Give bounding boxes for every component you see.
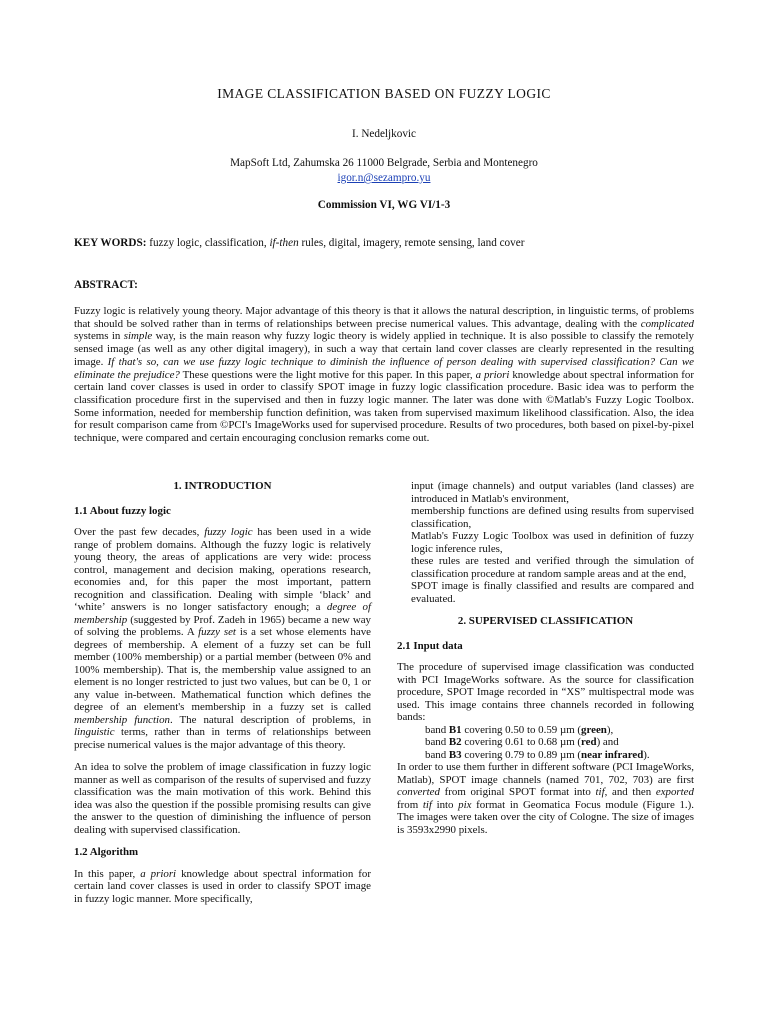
italic-term: tif [595, 786, 605, 798]
text-span: is a set whose elements have degrees of membership. A element of a fuzzy set can be full member (100% membership) or a partial member (between 0% and 100% membership). That is, the membership value assigned to an element is no longer restricted to just two values, but can be 0, 1 or any value in-between. Mathematical function which defines the degree of an element's membership in a fuzzy set is called [74, 626, 371, 713]
band-item [397, 724, 694, 737]
bullet-icon [411, 749, 425, 762]
abstract-italic: simple [123, 330, 153, 343]
section-2-1-heading: 2.1 Input data [397, 639, 463, 652]
text-span: , and then [604, 786, 652, 798]
abstract-span: knowledge about spectral information for certain land cover classes is used in order to classify SPOT image in fuzzy logic classification procedure. Basic idea was to perform the classification procedure first in the supervised and then in fuzzy logic manner. The later was done with ©Matlab's Fuzzy Logic Toolbox. Some information, needed for membership function definition, was taken from supervised maximum likelihood classification. Also, the idea for result comparison came from ©PCI's ImageWorks used for supervised procedure. Results of two procedures, both based on pixel-by-pixel technique, were compared and certain encouraging conclusion remarks come out. [74, 368, 694, 445]
abstract-italic: If that's so, can we use fuzzy logic technique to diminish the influence of person dealing with supervised classification? Can we eliminate the prejudice? [74, 355, 694, 381]
email-line [0, 172, 768, 184]
left-column [74, 480, 371, 915]
band-color: green [581, 723, 607, 736]
list-item [397, 480, 694, 505]
italic-term: degree of membership [74, 601, 372, 626]
bullet-icon [397, 480, 411, 505]
affiliation: MapSoft Ltd, Zahumska 26 11000 Belgrade, Serbia and Montenegro [230, 157, 538, 169]
band-name: B1 [448, 723, 462, 736]
italic-term: membership function [74, 713, 170, 726]
text-span: terms, rather than in terms of relationships between precise numerical values is the major advantage of this theory. [74, 726, 371, 751]
text-span: . The natural description of problems, in [169, 713, 372, 726]
text-span: ), [606, 723, 614, 736]
paragraph-fuzzy-logic [74, 526, 371, 751]
text-span: In this paper, [74, 867, 136, 880]
italic-term: a priori [140, 867, 177, 880]
abstract-span: systems in [74, 330, 121, 343]
band-color: red [581, 736, 597, 748]
section-2-heading: 2. SUPERVISED CLASSIFICATION [457, 615, 634, 627]
abstract-italic: a priori [475, 368, 510, 381]
band-text [425, 736, 694, 749]
paragraph-input-data: The procedure of supervised image classification was conducted with PCI ImageWorks software. As the source for classification procedure, SPOT Image recorded in “XS” multispectral mode was used. This image contains three channels recorded in following bands: [397, 661, 694, 723]
keywords [74, 237, 696, 249]
band-name: B2 [448, 736, 462, 748]
bullet-icon [411, 724, 425, 737]
bullet-text: Matlab's Fuzzy Logic Toolbox was used in definition of fuzzy logic inference rules, [411, 530, 694, 555]
bullet-icon [397, 580, 411, 605]
text-span: band [425, 748, 447, 761]
abstract-heading: ABSTRACT: [74, 279, 138, 291]
text-span: band [425, 736, 447, 748]
abstract-span: way, is the main reason why fuzzy logic theory is widely applied in technique. It is also possible to classify the remotely sensed image (as well as any other digital imagery), in such a way that certain land cover classes are clearly represented in the resulting image. [74, 330, 694, 368]
bullet-icon [397, 530, 411, 555]
keywords-text-a: fuzzy logic, classification, [149, 237, 267, 249]
section-1-heading: 1. INTRODUCTION [173, 480, 272, 492]
text-span: into [436, 798, 454, 811]
text-span: covering 0.79 to 0.89 µm ( [464, 748, 582, 761]
text-span: from [397, 798, 419, 811]
section-1-2-heading: 1.2 Algorithm [74, 846, 139, 858]
bullet-text: these rules are tested and verified through the simulation of classification procedure at random sample areas and at the end, [411, 555, 694, 580]
email-link[interactable]: igor.n@sezampro.yu [337, 172, 431, 184]
text-span: (suggested by Prof. Zadeh in 1965) became a new way of solving the problems. A [74, 613, 371, 638]
keywords-label: KEY WORDS: [74, 237, 147, 249]
paper-title: IMAGE CLASSIFICATION BASED ON FUZZY LOGIC [217, 86, 551, 101]
list-item [397, 580, 694, 605]
list-item [397, 555, 694, 580]
paragraph-conversion [397, 761, 694, 836]
text-span: band [425, 723, 447, 736]
text-span: from original SPOT format into [444, 786, 591, 798]
band-color: near infrared [581, 748, 644, 761]
band-text [425, 724, 694, 737]
abstract-text [74, 305, 694, 445]
paragraph-algorithm [74, 868, 371, 906]
keywords-text-b: rules, digital, imagery, remote sensing, land cover [301, 237, 525, 249]
text-span: knowledge about spectral information for certain land cover classes is used in order to classify SPOT image in fuzzy logic manner. More specifically, [74, 867, 371, 905]
text-span: covering 0.61 to 0.68 µm ( [464, 736, 582, 748]
bullet-icon [397, 505, 411, 530]
text-span: ) and [596, 736, 619, 748]
bullet-text: SPOT image is finally classified and results are compared and evaluated. [411, 580, 694, 605]
band-item [397, 736, 694, 749]
keywords-italic: if-then [269, 237, 299, 249]
italic-term: tif [422, 798, 432, 811]
section-1-1-heading: 1.1 About fuzzy logic [74, 504, 171, 517]
italic-term: fuzzy logic [204, 526, 253, 538]
right-column [397, 480, 694, 846]
bullet-text: input (image channels) and output variables (land classes) are introduced in Matlab's environment, [411, 480, 694, 505]
band-name: B3 [448, 748, 462, 761]
bullet-icon [397, 555, 411, 580]
text-span: ). [643, 748, 650, 761]
italic-term: fuzzy set [198, 626, 236, 638]
commission: Commission VI, WG VI/1-3 [317, 199, 451, 211]
text-span: Over the past few decades, [74, 526, 200, 538]
italic-term: exported [655, 786, 694, 798]
bullet-text: membership functions are defined using results from supervised classification, [411, 505, 694, 530]
text-span: format in Geomatica Focus module (Figure 1.). The images were taken over the city of Cologne. The size of images is 3593x2990 pixels. [397, 798, 694, 836]
italic-term: linguistic [74, 726, 115, 738]
text-span: In order to use them further in different software (PCI ImageWorks, Matlab), SPOT image channels (named 701, 702, 703) are first [397, 761, 694, 786]
author-name: I. Nedeljkovic [352, 128, 416, 140]
text-span: covering 0.50 to 0.59 µm ( [464, 723, 582, 736]
band-text [425, 749, 694, 762]
abstract-italic: complicated [640, 317, 694, 330]
band-item [397, 749, 694, 762]
italic-term: converted [397, 786, 440, 798]
text-span: has been used in a wide range of problem domains. Although the fuzzy logic is relatively young theory, the areas of applications are very wide: process control, management and decision making, operations research, economies and, for this paper the most important, pattern recognition and classification. Dealing with simple ‘black’ and ‘white’ answers is no longer satisfactory enough; a [74, 526, 371, 613]
list-item [397, 530, 694, 555]
italic-term: pix [458, 798, 472, 811]
bullet-icon [411, 736, 425, 749]
abstract-span: These questions were the light motive for this paper. In this paper, [182, 368, 473, 381]
abstract-span: Fuzzy logic is relatively young theory. Major advantage of this theory is that it allows the natural description, in linguistic terms, of problems that should be solved rather than in terms of relationships between precise numerical values. This advantage, dealing with the [74, 305, 694, 330]
list-item [397, 505, 694, 530]
paragraph-motivation: An idea to solve the problem of image classification in fuzzy logic manner as well as comparison of the results of supervised and fuzzy classification was the main motivation of this work. Behind this idea was also the question if the possible promising results can give the answer to the question of diminishing the influence of person dealing with supervised classification. [74, 761, 371, 836]
